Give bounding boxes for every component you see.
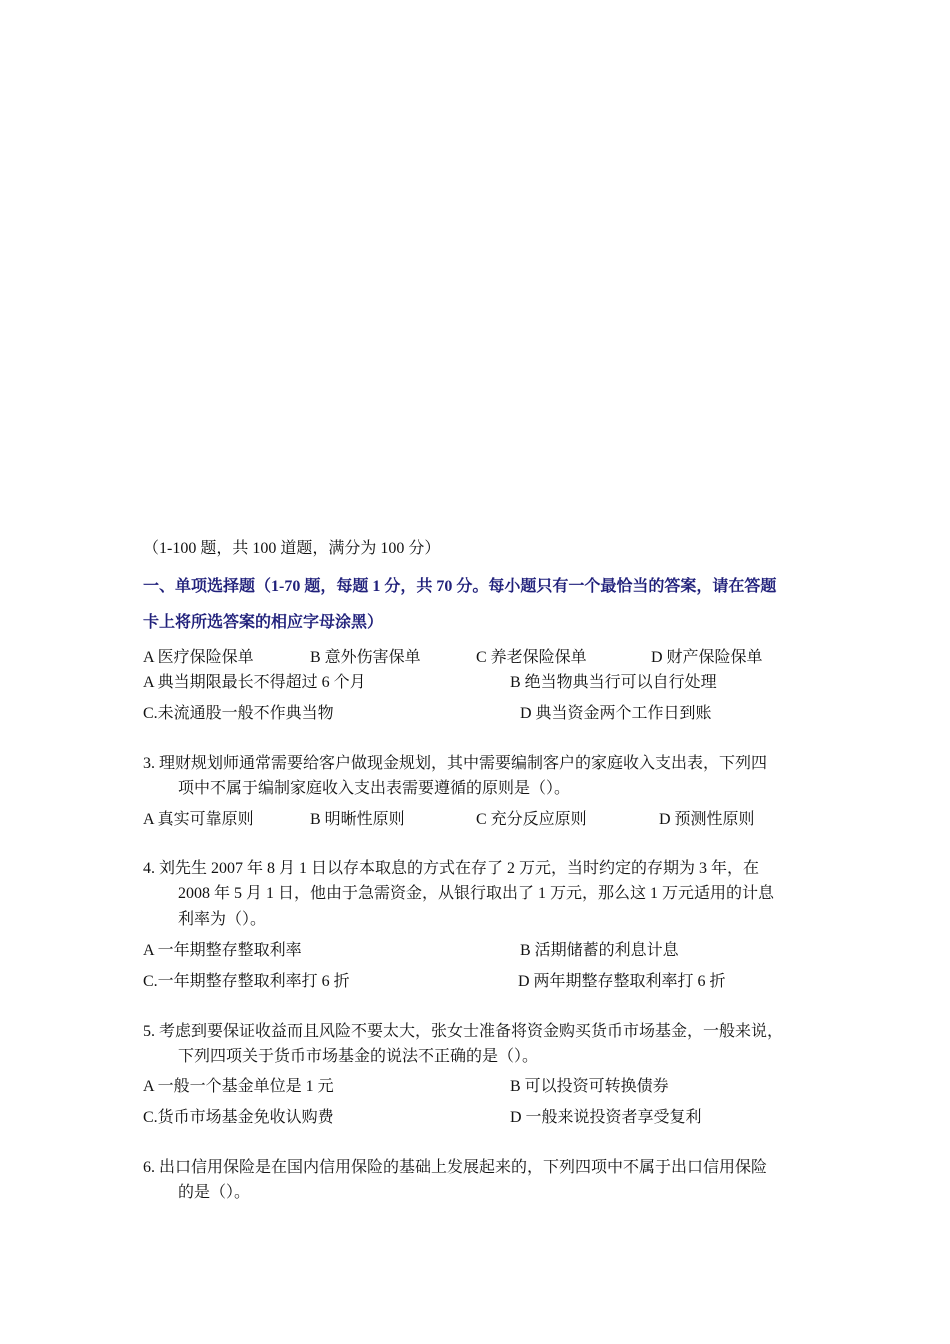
q4-option-d: D 两年期整存整取利率打 6 折	[518, 973, 726, 990]
q5-option-c: C.货币市场基金免收认购费	[143, 1109, 334, 1126]
q2-option-b: B 绝当物典当行可以自行处理	[510, 674, 717, 691]
q2-option-c: C.未流通股一般不作典当物	[143, 705, 334, 722]
section-heading-line-1: 一、单项选择题（1-70 题，每题 1 分，共 70 分。每小题只有一个最恰当的答案，请在答题	[143, 578, 777, 595]
q3-option-a: A 真实可靠原则	[143, 811, 254, 828]
q5-option-a: A 一般一个基金单位是 1 元	[143, 1078, 334, 1095]
q1-option-c: C 养老保险保单	[476, 649, 587, 666]
section-heading-line-2: 卡上将所选答案的相应字母涂黑）	[143, 614, 384, 631]
q4-stem-line-3: 利率为（）。	[178, 911, 267, 928]
q6-stem-line-2: 的是（）。	[178, 1184, 251, 1201]
q3-stem-line-1: 3. 理财规划师通常需要给客户做现金规划，其中需要编制客户的家庭收入支出表，下列四	[143, 755, 768, 772]
q1-option-d: D 财产保险保单	[651, 649, 763, 666]
q5-option-d: D 一般来说投资者享受复利	[510, 1109, 702, 1126]
q2-option-d: D 典当资金两个工作日到账	[520, 705, 712, 722]
q3-option-d: D 预测性原则	[659, 811, 755, 828]
q2-option-a: A 典当期限最长不得超过 6 个月	[143, 674, 366, 691]
q1-option-b: B 意外伤害保单	[310, 649, 421, 666]
q4-option-a: A 一年期整存整取利率	[143, 942, 302, 959]
q4-stem-line-2: 2008 年 5 月 1 日，他由于急需资金，从银行取出了 1 万元，那么这 1 万元适用的计息	[178, 885, 775, 902]
q4-stem-line-1: 4. 刘先生 2007 年 8 月 1 日以存本取息的方式在存了 2 万元，当时约定的存期为 3 年，在	[143, 860, 760, 877]
q5-stem-line-2: 下列四项关于货币市场基金的说法不正确的是（）。	[178, 1048, 539, 1065]
exam-intro: （1-100 题，共 100 道题，满分为 100 分）	[143, 540, 441, 557]
q3-stem-line-2: 项中不属于编制家庭收入支出表需要遵循的原则是（）。	[178, 780, 571, 797]
q3-option-c: C 充分反应原则	[476, 811, 587, 828]
q6-stem-line-1: 6. 出口信用保险是在国内信用保险的基础上发展起来的，下列四项中不属于出口信用保险	[143, 1159, 768, 1176]
q1-option-a: A 医疗保险保单	[143, 649, 254, 666]
q4-option-b: B 活期储蓄的利息计息	[520, 942, 679, 959]
q5-option-b: B 可以投资可转换债券	[510, 1078, 669, 1095]
q5-stem-line-1: 5. 考虑到要保证收益而且风险不要太大，张女士准备将资金购买货币市场基金，一般来说，	[143, 1023, 784, 1040]
q3-option-b: B 明晰性原则	[310, 811, 405, 828]
q4-option-c: C.一年期整存整取利率打 6 折	[143, 973, 350, 990]
